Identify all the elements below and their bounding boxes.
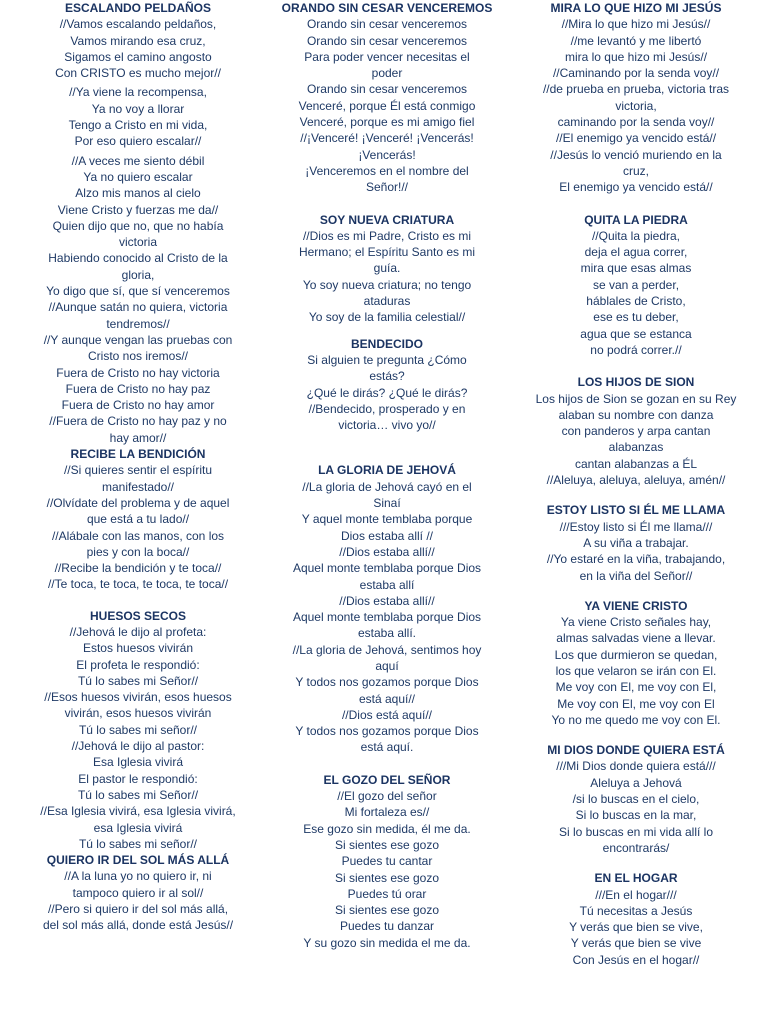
lyric-line: Si sientes ese gozo — [334, 903, 440, 918]
lyric-line: //Recibe la bendición y te toca// — [54, 561, 222, 576]
lyric-line: no podrá correr.// — [590, 342, 682, 357]
lyric-line: Hermano; el Espíritu Santo es mi — [298, 245, 476, 260]
lyric-line: //La gloria de Jehová, sentimos hoy — [292, 642, 482, 657]
lyric-line: en la viña del Señor// — [579, 568, 693, 583]
lyric-line: victoria… vivo yo// — [338, 418, 436, 433]
column-1 — [16, 0, 260, 934]
song-title: ESTOY LISTO SI ÉL ME LLAMA — [546, 503, 726, 518]
lyric-line: Yo soy de la familia celestial// — [308, 310, 466, 325]
lyric-line: aquí — [375, 658, 399, 673]
lyric-line: mira lo que hizo mi Jesús// — [564, 49, 708, 64]
lyric-line: Orando sin cesar venceremos — [306, 17, 468, 32]
lyric-line: Tú lo sabes mi Señor// — [77, 787, 199, 802]
lyric-line: Aquel monte temblaba porque Dios — [292, 561, 482, 576]
lyric-line: Si sientes ese gozo — [334, 837, 440, 852]
lyric-line: /si lo buscas en el cielo, — [572, 792, 700, 807]
lyric-line: con panderos y arpa cantan — [561, 424, 711, 439]
lyric-line: Viene Cristo y fuerzas me da// — [57, 202, 219, 217]
lyric-line: Y todos nos gozamos porque Dios — [295, 724, 479, 739]
lyric-line: Habiendo conocido al Cristo de la — [48, 251, 228, 266]
song-block — [16, 852, 260, 933]
lyric-line: Con CRISTO es mucho mejor// — [55, 66, 221, 81]
lyric-line: Para poder vencer necesitas el — [304, 49, 470, 64]
lyric-line: que está a tu lado// — [86, 512, 190, 527]
song-block — [514, 598, 758, 728]
lyric-line: //Bendecido, prosperado y en — [308, 401, 466, 416]
column-3 — [514, 0, 758, 968]
song-title: EL GOZO DEL SEÑOR — [323, 772, 451, 787]
lyric-line: victoria, — [615, 98, 657, 113]
lyric-line: Fuera de Cristo no hay victoria — [56, 365, 220, 380]
lyric-line: Yo soy nueva criatura; no tengo — [302, 277, 472, 292]
lyric-line: tampoco quiero ir al sol// — [72, 885, 204, 900]
lyric-line: Me voy con El, me voy con El, — [555, 680, 717, 695]
lyric-line: Tú necesitas a Jesús — [579, 903, 693, 918]
lyric-line: //me levantó y me libertó — [570, 33, 702, 48]
lyric-line: Alzo mis manos al cielo — [75, 186, 201, 201]
lyric-line: //Si quieres sentir el espíritu — [63, 463, 213, 478]
lyric-line: //El gozo del señor — [337, 789, 437, 804]
lyric-line: //A la luna yo no quiero ir, ni — [64, 869, 212, 884]
lyric-line: guía. — [373, 261, 401, 276]
lyric-line: los que velaron se irán con El. — [555, 663, 717, 678]
lyric-line: cruz, — [622, 163, 649, 178]
lyric-line: se van a perder, — [592, 277, 680, 292]
lyric-line: Fuera de Cristo no hay amor — [61, 398, 215, 413]
song-title: YA VIENE CRISTO — [584, 598, 688, 613]
lyric-line: Ya no quiero escalar — [83, 169, 193, 184]
lyric-line: Venceré, porque Él está conmigo — [298, 98, 476, 113]
song-title: QUIERO IR DEL SOL MÁS ALLÁ — [46, 853, 230, 868]
lyric-line: //Dios es mi Padre, Cristo es mi — [302, 228, 472, 243]
lyric-line: deja el agua correr, — [584, 245, 688, 260]
song-block — [16, 0, 260, 446]
lyric-line: //El enemigo ya vencido está// — [555, 131, 717, 146]
lyric-line: Los hijos de Sion se gozan en su Rey — [535, 391, 737, 406]
lyric-line: Tú lo sabes mi Señor// — [77, 673, 199, 688]
lyric-line: //Vamos escalando peldaños, — [59, 17, 217, 32]
lyric-line: Orando sin cesar venceremos — [306, 33, 468, 48]
lyric-line: //Fuera de Cristo no hay paz y no — [49, 414, 227, 429]
lyric-line: //Jehová le dijo al profeta: — [69, 624, 207, 639]
lyric-line: alabanzas — [608, 440, 664, 455]
lyric-line: Fuera de Cristo no hay paz — [65, 381, 211, 396]
song-block — [514, 742, 758, 856]
lyric-line: estaba allí. — [357, 626, 417, 641]
lyric-line: //A veces me siento débil — [71, 153, 205, 168]
lyric-line: cantan alabanzas a ÉL — [574, 456, 698, 471]
song-block — [265, 336, 509, 434]
song-title: ESCALANDO PELDAÑOS — [64, 1, 211, 15]
lyric-line: //Dios estaba allí// — [339, 544, 435, 559]
lyric-line: //Aunque satán no quiera, victoria — [48, 300, 228, 315]
lyric-line: Por eso quiero escalar// — [74, 134, 202, 149]
lyric-line: ¡Vencerás! — [358, 147, 416, 162]
lyric-line: ese es tu deber, — [593, 310, 679, 325]
lyric-line: //Te toca, te toca, te toca, te toca// — [47, 577, 229, 592]
lyric-line: Aleluya a Jehová — [590, 775, 682, 790]
lyric-line: encontrarás/ — [602, 840, 670, 855]
lyric-line: El enemigo ya vencido está// — [559, 180, 713, 195]
lyric-line: pies y con la boca// — [86, 544, 190, 559]
lyric-line: vivirán, esos huesos vivirán — [64, 706, 212, 721]
song-title: ORANDO SIN CESAR VENCEREMOS — [281, 1, 493, 15]
lyric-line: Puedes tu cantar — [341, 854, 433, 869]
song-block — [514, 870, 758, 968]
lyric-line: Cristo nos iremos// — [87, 349, 189, 364]
lyric-line: //Esa Iglesia vivirá, esa Iglesia vivirá, — [40, 804, 236, 819]
song-block — [265, 0, 509, 196]
lyric-line: Sinaí — [373, 496, 401, 511]
lyric-line: //Pero si quiero ir del sol más allá, — [47, 902, 229, 917]
song-title: BENDECIDO — [350, 336, 423, 351]
lyric-line: Aquel monte temblaba porque Dios — [292, 610, 482, 625]
song-title: QUITA LA PIEDRA — [584, 212, 688, 227]
lyric-line: ///Estoy listo si Él me llama/// — [559, 519, 713, 534]
song-title: EN EL HOGAR — [594, 871, 678, 886]
song-block — [16, 608, 260, 852]
lyric-line: Ya no voy a llorar — [91, 101, 185, 116]
lyric-line: gloria, — [121, 267, 155, 282]
lyric-line: esa Iglesia vivirá — [93, 820, 183, 835]
song-block — [514, 0, 758, 196]
lyric-line: //Olvídate del problema y de aquel — [46, 495, 230, 510]
lyric-line: Yo digo que sí, que sí venceremos — [46, 284, 230, 299]
lyric-line: estaba allí — [359, 577, 415, 592]
song-block — [514, 212, 758, 359]
lyric-line: Si lo buscas en la mar, — [575, 808, 697, 823]
lyric-line: mira que esas almas — [580, 261, 692, 276]
song-title: HUESOS SECOS — [89, 608, 187, 623]
lyric-line: hay amor// — [109, 430, 167, 445]
lyric-line: Tú lo sabes mi señor// — [78, 836, 198, 851]
lyric-line: manifestado// — [101, 479, 175, 494]
lyric-line: Yo no me quedo me voy con El. — [551, 712, 721, 727]
lyric-line: ///Mi Dios donde quiera está/// — [556, 759, 716, 774]
lyric-line: Ese gozo sin medida, él me da. — [303, 821, 471, 836]
lyric-line: Dios estaba allí // — [340, 528, 434, 543]
lyric-line: //Aleluya, aleluya, aleluya, amén// — [546, 473, 726, 488]
song-block — [265, 462, 509, 755]
lyric-line: //¡Venceré! ¡Venceré! ¡Vencerás! — [300, 131, 474, 146]
lyric-line: //Quita la piedra, — [591, 228, 681, 243]
lyric-line: Y aquel monte temblaba porque — [301, 512, 473, 527]
song-title: LA GLORIA DE JEHOVÁ — [318, 463, 456, 478]
lyric-line: //Caminando por la senda voy// — [552, 66, 720, 81]
lyric-line: //Esos huesos vivirán, esos huesos — [44, 690, 232, 705]
lyric-line: Vamos mirando esa cruz, — [70, 33, 206, 48]
song-title: SOY NUEVA CRIATURA — [319, 212, 455, 227]
lyric-line: estás? — [369, 369, 405, 384]
lyric-line: //Dios está aquí// — [341, 707, 433, 722]
lyric-line: Si alguien te pregunta ¿Cómo — [307, 352, 467, 367]
song-title: MI DIOS DONDE QUIERA ESTÁ — [547, 743, 725, 758]
lyric-line: Estos huesos vivirán — [82, 641, 194, 656]
lyric-line: Si sientes ese gozo — [334, 870, 440, 885]
song-title: LOS HIJOS DE SION — [577, 375, 695, 390]
lyric-line: Esa Iglesia vivirá — [92, 755, 184, 770]
lyric-line: Quien dijo que no, que no había — [52, 218, 224, 233]
lyric-line: Los que durmieron se quedan, — [554, 647, 718, 662]
lyric-line: alaban su nombre con danza — [558, 407, 714, 422]
lyric-line: Ya viene Cristo señales hay, — [560, 615, 712, 630]
lyric-line: //Alábale con las manos, con los — [51, 528, 225, 543]
lyric-line: poder — [371, 66, 403, 81]
song-block — [265, 772, 509, 951]
song-title: MIRA LO QUE HIZO MI JESÚS — [550, 1, 722, 15]
song-block — [16, 446, 260, 593]
lyric-line: háblales de Cristo, — [586, 294, 686, 309]
lyric-line: ¿Qué le dirás? ¿Qué le dirás? — [306, 385, 468, 400]
lyric-line: //Jesús lo venció muriendo en la — [550, 147, 722, 162]
lyric-line: //Yo estaré en la viña, trabajando, — [546, 552, 726, 567]
lyric-line: Sigamos el camino angosto — [64, 49, 212, 64]
lyric-line: //Mira lo que hizo mi Jesús// — [561, 17, 711, 32]
lyric-line: agua que se estanca — [580, 326, 692, 341]
lyric-line: Señor!// — [365, 180, 409, 195]
lyric-line: caminando por la senda voy// — [557, 115, 715, 130]
lyric-line: Puedes tú orar — [347, 886, 427, 901]
lyric-line: tendremos// — [106, 316, 170, 331]
lyric-line: está aquí. — [360, 740, 414, 755]
lyric-line: Y todos nos gozamos porque Dios — [295, 675, 479, 690]
lyric-line: del sol más allá, donde está Jesús// — [42, 918, 234, 933]
lyric-line: Puedes tu danzar — [339, 919, 435, 934]
lyric-line: Venceré, porque es mi amigo fiel — [299, 115, 475, 130]
lyric-line: //Jehová le dijo al pastor: — [71, 739, 205, 754]
lyric-line: //Dios estaba allí// — [339, 593, 435, 608]
lyric-line: Tengo a Cristo en mi vida, — [68, 118, 208, 133]
lyric-line: Y verás que bien se vive, — [569, 920, 703, 935]
lyric-line: //La gloria de Jehová cayó en el — [302, 479, 472, 494]
song-title: RECIBE LA BENDICIÓN — [70, 447, 206, 462]
lyric-line: Tú lo sabes mi señor// — [78, 722, 198, 737]
lyric-line: A su viña a trabajar. — [583, 535, 689, 550]
lyric-line: //Y aunque vengan las pruebas con — [43, 332, 233, 347]
lyric-line: El pastor le respondió: — [78, 771, 198, 786]
song-block — [514, 502, 758, 583]
lyric-line: Y su gozo sin medida el me da. — [303, 935, 471, 950]
lyric-line: ataduras — [363, 294, 411, 309]
lyric-line: está aquí// — [358, 691, 416, 706]
lyric-line: Orando sin cesar venceremos — [306, 82, 468, 97]
lyric-line: Mi fortaleza es// — [344, 805, 430, 820]
lyric-line: victoria — [118, 235, 157, 250]
lyric-line: Con Jesús en el hogar// — [572, 952, 700, 967]
lyric-line: almas salvadas viene a llevar. — [556, 631, 716, 646]
lyric-line: ///En el hogar/// — [595, 887, 677, 902]
lyric-line: Si lo buscas en mi vida allí lo — [558, 824, 714, 839]
lyric-line: //de prueba en prueba, victoria tras — [542, 82, 730, 97]
lyric-line: //Ya viene la recompensa, — [69, 85, 207, 100]
song-block — [514, 374, 758, 488]
lyric-line: Me voy con El, me voy con El — [557, 696, 715, 711]
column-2 — [265, 0, 509, 951]
lyric-line: Y verás que bien se vive — [570, 936, 702, 951]
lyric-line: El profeta le respondió: — [76, 657, 200, 672]
lyric-line: ¡Venceremos en el nombre del — [305, 163, 469, 178]
song-block — [265, 212, 509, 326]
